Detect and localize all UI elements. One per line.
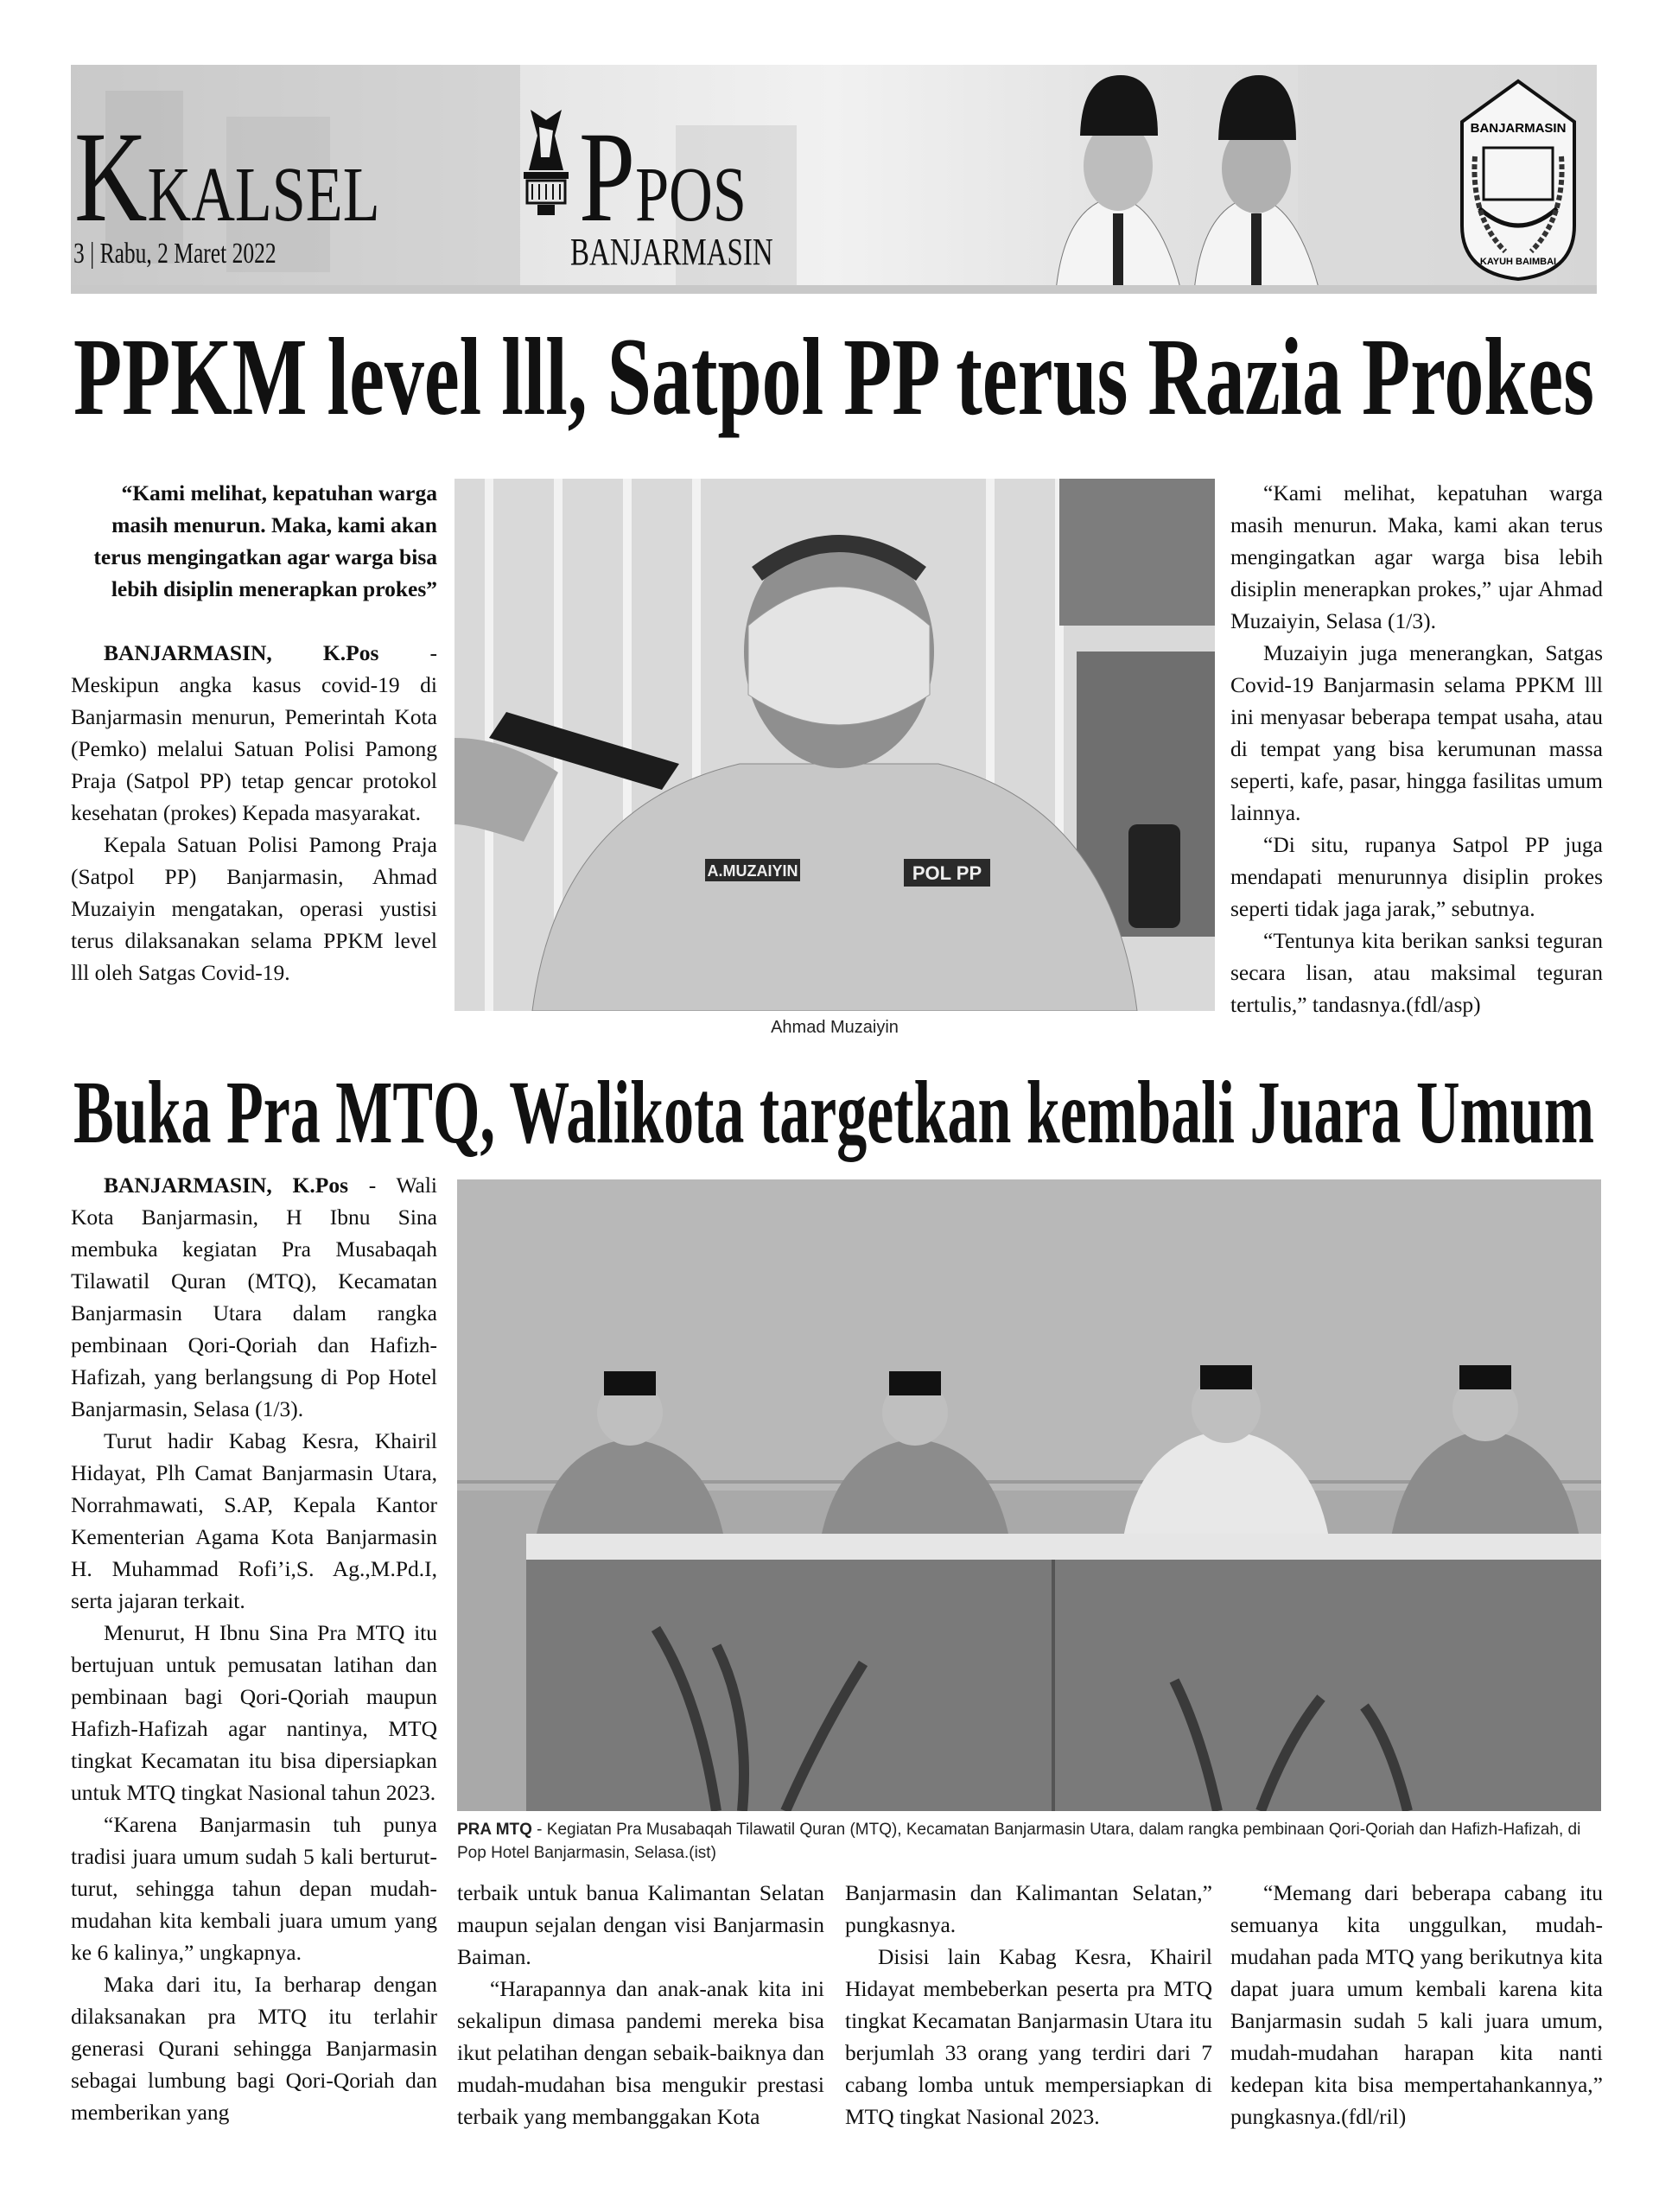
article2-paragraph: Maka dari itu, Ia berharap dengan dilaksanakan pra MTQ itu terlahir generasi Qurani sehingga Banjarmasin sebagai lumbung bagi Qori-Qoriah dan memberikan yang: [71, 1972, 437, 2125]
banner-divider: [71, 285, 1597, 294]
officials-portrait: [1030, 75, 1393, 291]
article1-headline-box: [73, 315, 1594, 438]
article2-column-2: [457, 1877, 824, 2133]
article2-paragraph: “Memang dari beberapa cabang itu semuanya kita unggulkan, mudah-mudahan pada MTQ yang berikutnya kita dapat juara umum kembali karena kita Banjarmasin sudah 5 kali juara umum, mudah-mudahan harapan kita nanti kedepan kita bisa mempertahankannya,” pungkasnya.(fdl/ril): [1230, 1880, 1603, 2129]
page-date: 3 | Rabu, 2 Maret 2022: [73, 238, 276, 270]
article2-paragraph: Turut hadir Kabag Kesra, Khairil Hidayat, Plh Camat Banjarmasin Utara, Norrahmawati, S.AP, Kepala Kantor Kementerian Agama Kota Banjarmasin H. Muhammad Rofi’i,S. Ag.,M.Pd.I, serta jajaran terkait.: [71, 1428, 437, 1613]
article1-paragraph: “Tentunya kita berikan sanksi teguran secara lisan, atau maksimal teguran tertulis,” tandasnya.(fdl/asp): [1230, 928, 1603, 1017]
article1-photo: [454, 479, 1215, 1011]
article1-paragraph: Kepala Satuan Polisi Pamong Praja (Satpol PP) Banjarmasin, Ahmad Muzaiyin mengatakan, operasi yustisi terus dilaksanakan selama PPKM level lll oleh Satgas Covid-19.: [71, 832, 437, 985]
article1-left-column: [71, 477, 437, 988]
masthead-kalsel: KALSEL: [147, 152, 380, 238]
masthead-title-right: [579, 105, 747, 249]
article2-photo: [457, 1179, 1601, 1811]
article2-paragraph: terbaik untuk banua Kalimantan Selatan maupun sejalan dengan visi Banjarmasin Baiman.: [457, 1880, 824, 1969]
article1-pull-quote: “Kami melihat, kepatuhan warga masih menurun. Maka, kami akan terus mengingatkan agar warga bisa lebih disiplin menerapkan prokes”: [93, 480, 437, 601]
article1-body-left: [71, 637, 437, 988]
article2-paragraph: - Wali Kota Banjarmasin, H Ibnu Sina membuka kegiatan Pra Musabaqah Tilawatil Quran (MTQ), Kecamatan Banjarmasin Utara dalam rangka pembinaan Qori-Qoriah dan Hafizh-Hafizah, yang berlangsung di Pop Hotel Banjarmasin, Selasa (1/3).: [71, 1173, 438, 1421]
masthead-house-logo: [520, 110, 572, 218]
svg-text:KAYUH BAIMBAI: KAYUH BAIMBAI: [1479, 257, 1557, 267]
article1-dateline: BANJARMASIN, K.Pos: [104, 640, 379, 665]
masthead-edition: BANJARMASIN: [570, 231, 773, 273]
caption-text: - Kegiatan Pra Musabaqah Tilawatil Quran (MTQ), Kecamatan Banjarmasin Utara, dalam rangka pembinaan Qori-Qoriah dan Hafizh-Hafizah, di Pop Hotel Banjarmasin, Selasa.(ist): [457, 1821, 1581, 1862]
article2-headline-box: [73, 1063, 1594, 1162]
article1-paragraph: - Meskipun angka kasus covid-19 di Banjarmasin menurun, Pemerintah Kota (Pemko) melalui Satuan Polisi Pamong Praja (Satpol PP) tetap gencar protokol kesehatan (prokes) Kepada masyarakat.: [71, 640, 437, 825]
pol-pp-badge: POL PP: [912, 862, 982, 884]
article2-column-4: [1230, 1877, 1603, 2133]
article2-column-3: [845, 1877, 1212, 2133]
article1-paragraph: Muzaiyin juga menerangkan, Satgas Covid-19 Banjarmasin selama PPKM lll ini menyasar beberapa tempat usaha, atau di tempat yang bisa kerumunan massa seperti, kafe, pasar, hingga fasilitas umum lainnya.: [1230, 640, 1603, 825]
article2-paragraph: “Harapannya dan anak-anak kita ini sekalipun dimasa pandemi mereka bisa ikut pelatihan dengan sebaik-baiknya dan mudah-mudahan bisa mengukir prestasi terbaik yang membanggakan Kota: [457, 1976, 824, 2129]
article2-dateline: BANJARMASIN, K.Pos: [104, 1173, 348, 1198]
caption-label: PRA MTQ: [457, 1821, 532, 1839]
article2-photo-caption: [457, 1818, 1601, 1865]
article2-paragraph: “Karena Banjarmasin tuh punya tradisi juara umum sudah 5 kali berturut-turut, sehingga tahun depan mudah-mudahan kita kembali juara umum yang ke 6 kalinya,” ungkapnya.: [71, 1812, 437, 1965]
article1-photo-caption: Ahmad Muzaiyin: [771, 1018, 899, 1037]
article1-paragraph: “Di situ, rupanya Satpol PP juga mendapati menurunnya disiplin prokes seperti tidak jaga jarak,” sebutnya.: [1230, 832, 1603, 921]
article1-paragraph: “Kami melihat, kepatuhan warga masih menurun. Maka, kami akan terus mengingatkan agar warga bisa lebih disiplin menerapkan prokes,” ujar Ahmad Muzaiyin, Selasa (1/3).: [1230, 480, 1603, 633]
ahmad-muzaiyin-photo: [454, 479, 1215, 1011]
article1-right-column: [1230, 477, 1603, 1020]
masthead-initial-k: K: [74, 105, 148, 249]
pra-mtq-photo: [457, 1179, 1601, 1811]
name-tag: A.MUZAIYIN: [707, 862, 798, 880]
article2-paragraph: Banjarmasin dan Kalimantan Selatan,” pungkasnya.: [845, 1880, 1212, 1937]
banjarmasin-emblem-logo: [1458, 79, 1579, 282]
masthead-title-left: [74, 105, 380, 249]
article2-paragraph: Disisi lain Kabag Kesra, Khairil Hidayat membeberkan peserta pra MTQ tingkat Kecamatan Banjarmasin Utara itu berjumlah 33 orang yang terdiri dari 7 cabang lomba untuk mempersiapkan di MTQ tingkat Nasional 2023.: [845, 1944, 1212, 2129]
svg-text:BANJARMASIN: BANJARMASIN: [1470, 121, 1567, 136]
article2-left-column: [71, 1169, 437, 2128]
article2-headline: Buka Pra MTQ, Walikota targetkan kembali Juara Umum: [73, 1063, 1594, 1162]
masthead-initial-p: P: [579, 105, 636, 249]
masthead-pos: POS: [635, 152, 747, 238]
article2-paragraph: Menurut, H Ibnu Sina Pra MTQ itu bertujuan untuk pemusatan latihan dan pembinaan bagi Qori-Qoriah maupun Hafizh-Hafizah agar nantinya, MTQ tingkat Kecamatan itu bisa dipersiapkan untuk MTQ tingkat Nasional tahun 2023.: [71, 1620, 437, 1805]
article1-headline: PPKM level lll, Satpol PP terus Razia Prokes: [73, 315, 1594, 438]
